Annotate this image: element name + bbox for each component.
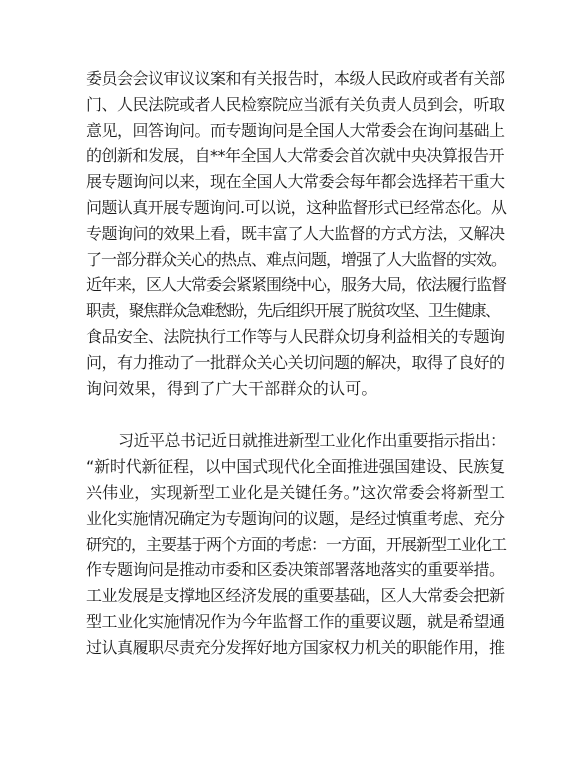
text-line: 的创新和发展，自**年全国人大常委会首次就中央决算报告开	[86, 146, 505, 166]
text-line: 研究的，主要基于两个方面的考虑：一方面，开展新型工业化工	[86, 534, 507, 554]
text-line: 作专题询问是推动市委和区委决策部署落地落实的重要举措。	[86, 560, 505, 580]
text-line: 食品安全、法院执行工作等与人民群众切身利益相关的专题询	[86, 326, 505, 346]
text-line: 兴伟业，实现新型工业化是关键任务。”这次常委会将新型工	[86, 482, 505, 502]
paragraph-2	[86, 428, 506, 661]
text-line: 型工业化实施情况作为今年监督工作的重要议题，就是希望通	[86, 612, 505, 632]
text-line: 意见，回答询问。而专题询问是全国人大常委会在询问基础上	[86, 120, 505, 140]
text-line: 展专题询问以来，现在全国人大常委会每年都会选择若干重大	[86, 172, 505, 192]
text-line: 业化实施情况确定为专题询问的议题，是经过慎重考虑、充分	[86, 508, 505, 528]
text-line: 了一部分群众关心的热点、难点问题，增强了人大监督的实效。	[86, 249, 507, 269]
text-line: 近年来，区人大常委会紧紧围绕中心，服务大局，依法履行监督	[86, 275, 507, 295]
text-line: “新时代新征程，以中国式现代化全面推进强国建设、民族复	[86, 456, 505, 476]
text-line: 门、人民法院或者人民检察院应当派有关负责人员到会，听取	[86, 94, 505, 114]
text-line: 询问效果，得到了广大干部群众的认可。	[86, 378, 378, 398]
text-line: 问题认真开展专题询问.可以说，这种监督形式已经常态化。从	[86, 197, 507, 217]
text-line: 习近平总书记近日就推进新型工业化作出重要指示指出：	[118, 431, 506, 450]
text-line: 职责，聚焦群众急难愁盼，先后组织开展了脱贫攻坚、卫生健康、	[86, 301, 500, 321]
text-line: 专题询问的效果上看，既丰富了人大监督的方式方法，又解决	[86, 223, 505, 243]
text-line: 工业发展是支撑地区经济发展的重要基础，区人大常委会把新	[86, 586, 505, 606]
text-line: 过认真履职尽责充分发挥好地方国家权力机关的职能作用，推	[86, 638, 505, 658]
text-line: 委员会会议审议议案和有关报告时，本级人民政府或者有关部	[86, 69, 505, 88]
paragraph-1	[86, 66, 506, 401]
text-line: 问，有力推动了一批群众关心关切问题的解决，取得了良好的	[86, 352, 505, 372]
